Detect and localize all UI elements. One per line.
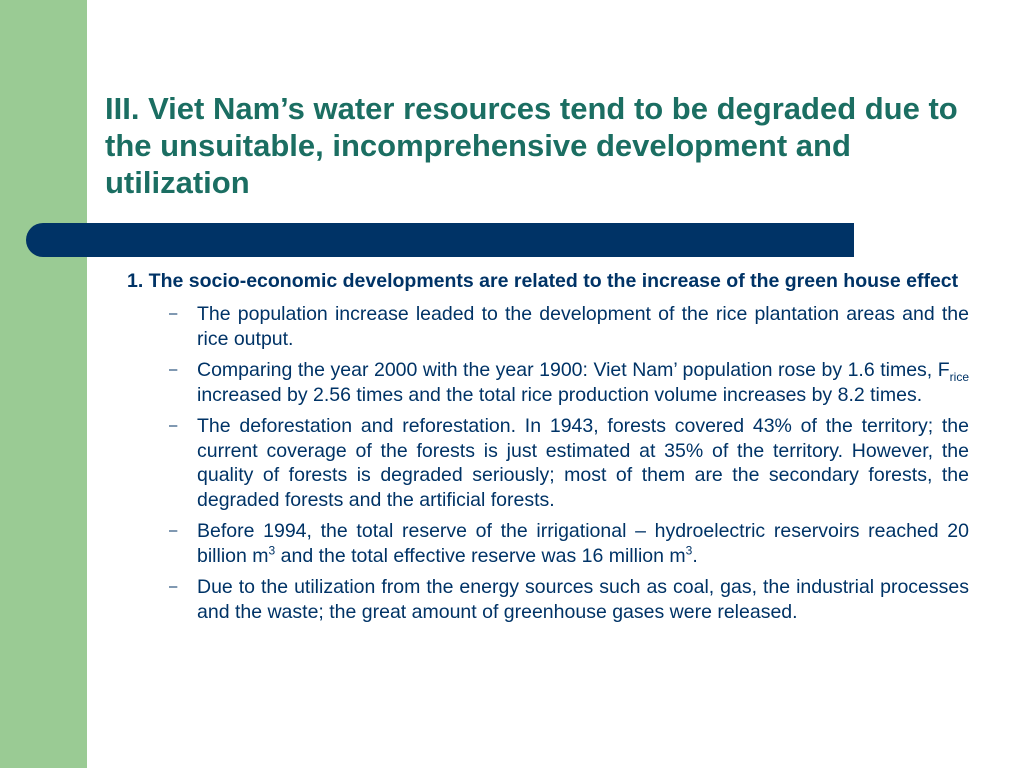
title-divider-bar [26,223,854,257]
bullet-text-part: Comparing the year 2000 with the year 1900: Viet Nam’ population rose by 1.6 times, F [197,359,950,381]
dash-bullet-icon: – [169,305,178,322]
bullet-item-deforestation [117,414,969,512]
subscript-rice: rice [949,369,969,384]
bullet-text-part: Before 1994, the total reserve of the irrigational – hydroelectric reservoirs reached 20 billion m [197,520,969,567]
dash-bullet-icon: – [169,361,178,378]
superscript-cubed: 3 [685,543,693,557]
dash-bullet-icon: – [169,578,178,595]
bullet-text-part: increased by 2.56 times and the total rice production volume increases by 8.2 times. [197,383,923,406]
bullet-text: The population increase leaded to the development of the rice plantation areas and the rice output. [197,303,969,350]
bullet-text: The deforestation and reforestation. In 1943, forests covered 43% of the territory; the current coverage of the forests is just estimated at 35% of the territory. However, the quality of forests is degraded seriously; most of them are the secondary forests, the degraded forests and the artificial forests. [197,415,969,511]
bullet-item-reservoirs [117,519,969,568]
slide-body [117,268,969,631]
bullet-item-population [117,302,969,351]
bullet-list [117,302,969,624]
bullet-item-energy [117,575,969,624]
dash-bullet-icon: – [169,522,178,539]
bullet-text: Due to the utilization from the energy sources such as coal, gas, the industrial processes and the waste; the great amount of greenhouse gases were released. [197,576,969,623]
bullet-text-part: . [692,544,698,567]
bullet-text-part: and the total effective reserve was 16 million m [275,544,686,567]
slide-title: III. Viet Nam’s water resources tend to be degraded due to the unsuitable, incomprehensive development and utilization [105,91,958,200]
section-heading: 1. The socio-economic developments are related to the increase of the green house effect [127,270,959,292]
superscript-cubed: 3 [268,543,276,557]
dash-bullet-icon: – [169,417,178,434]
bullet-item-comparison [117,358,969,407]
